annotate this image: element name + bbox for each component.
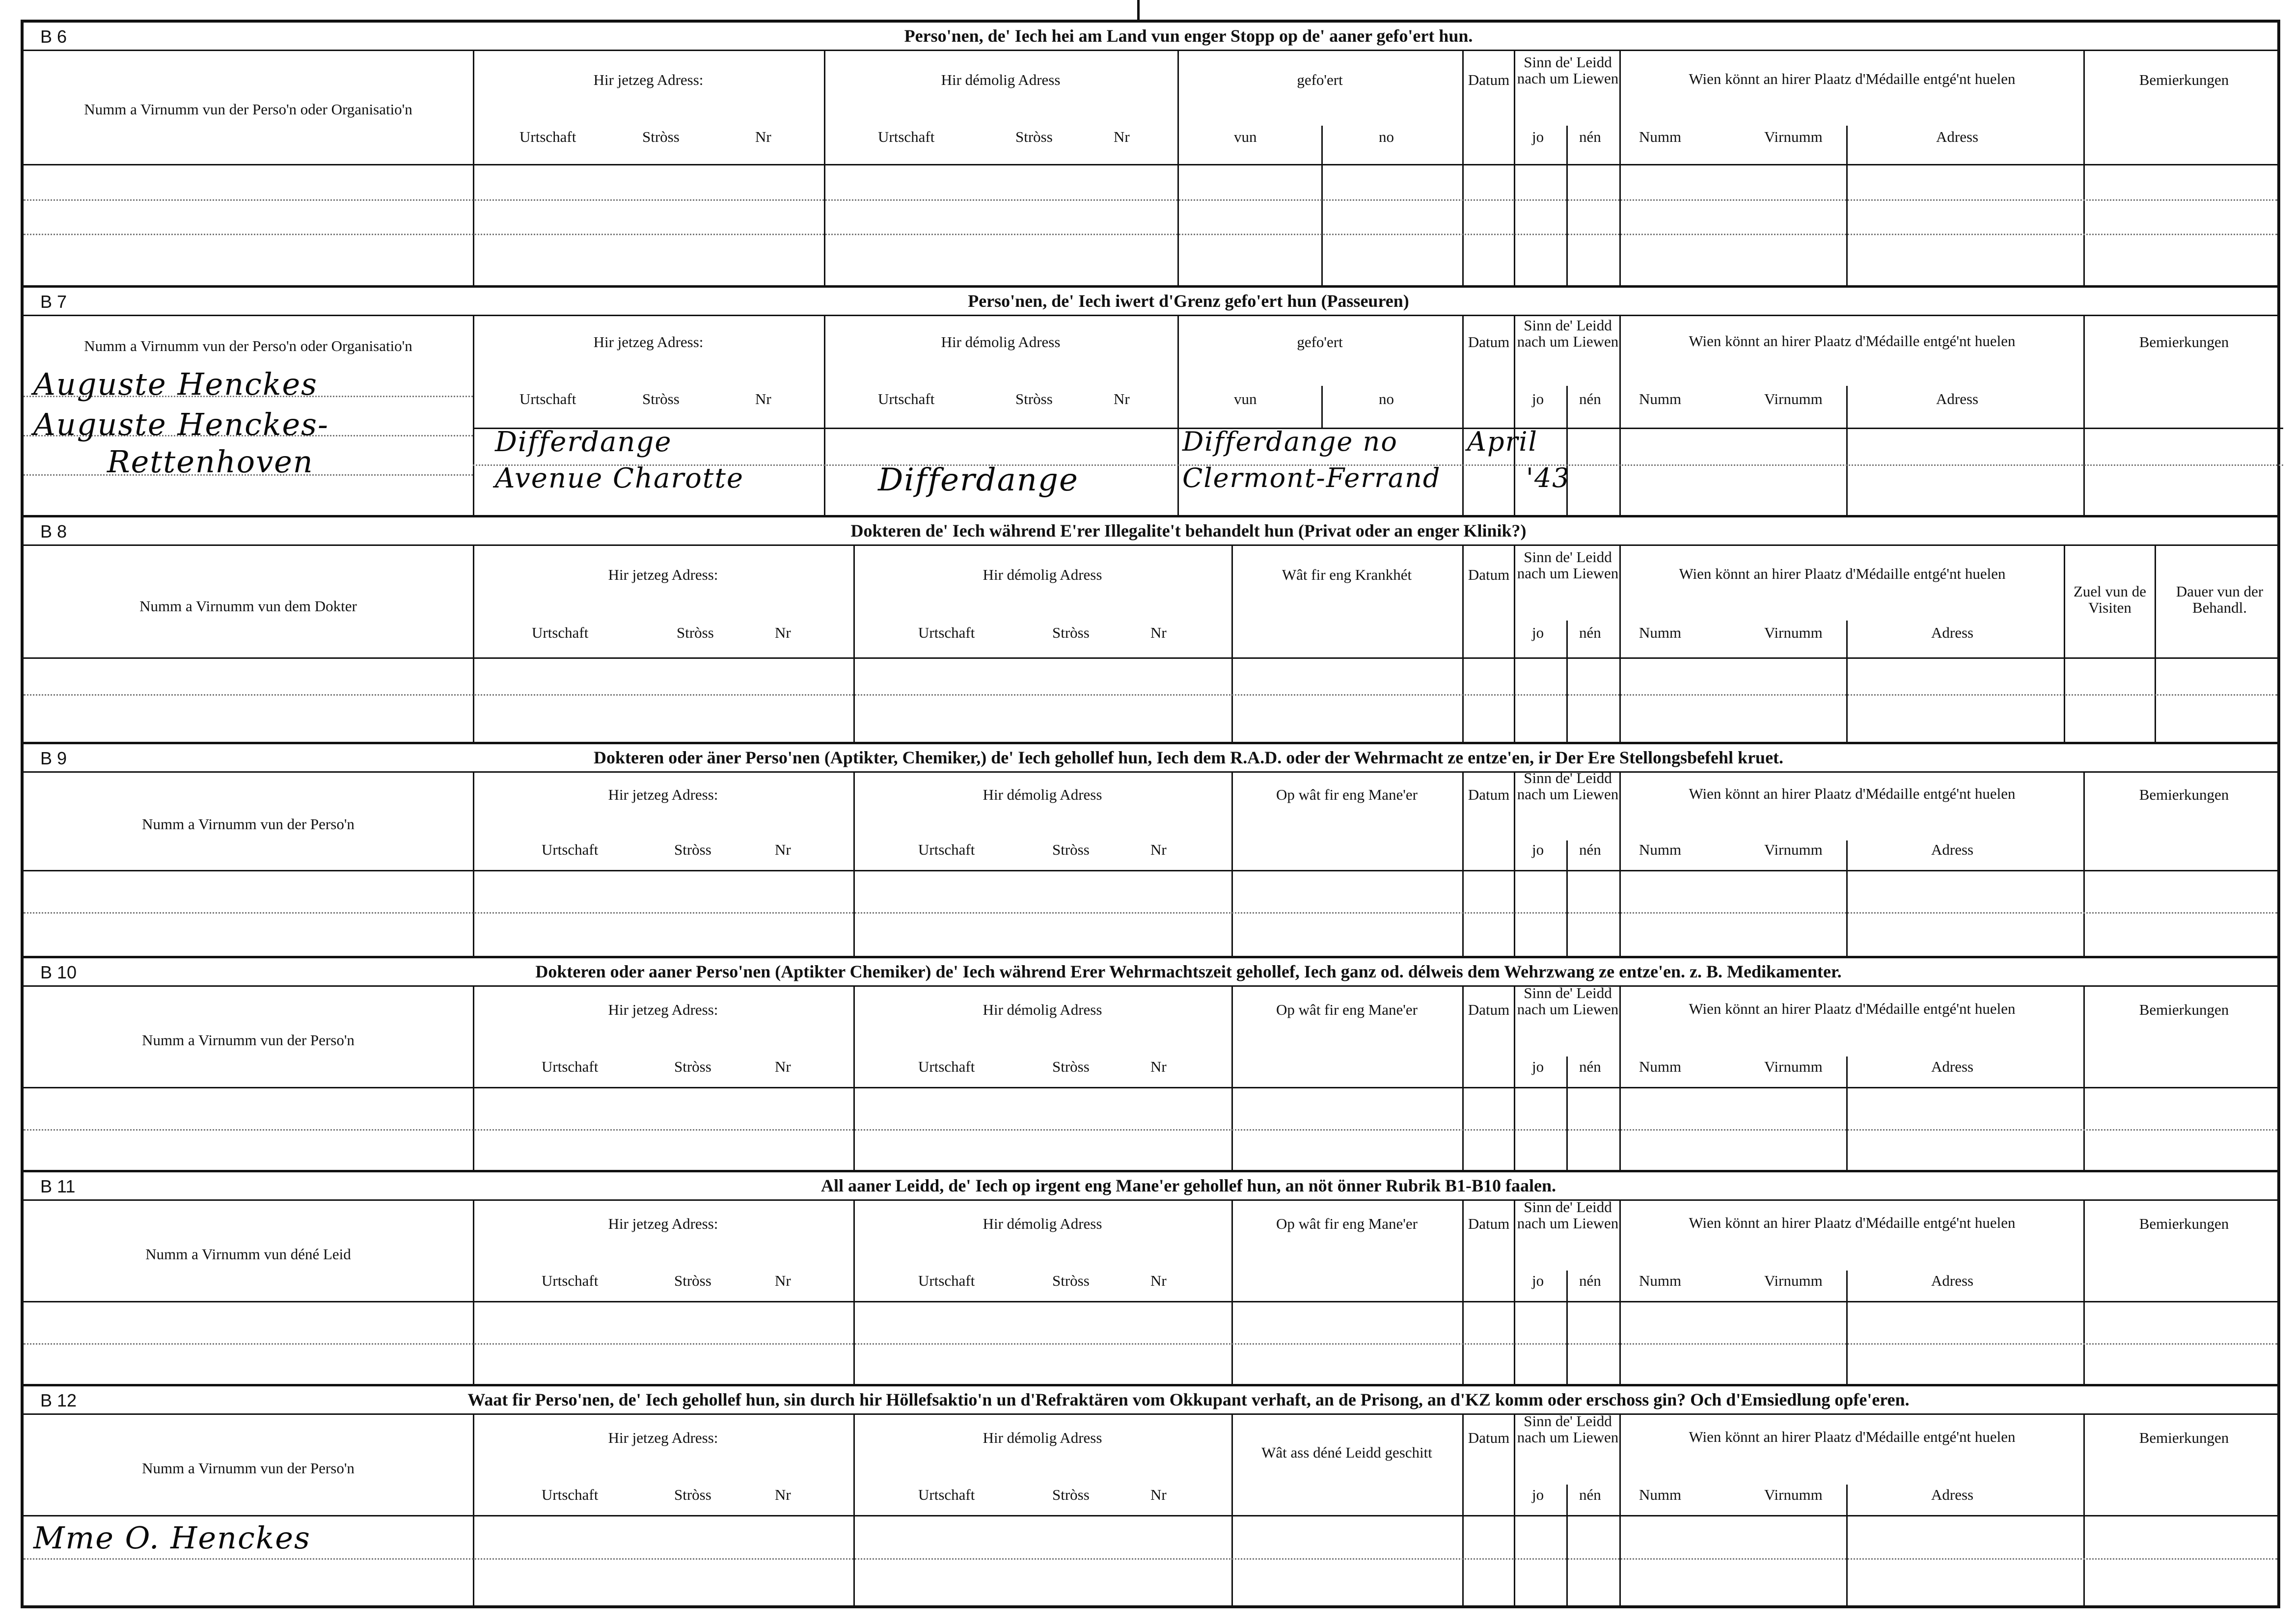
header-remarks: Bemierkungen: [2139, 1429, 2229, 1446]
sub-yes: jo: [1532, 1486, 1544, 1503]
header-remarks: Bemierkungen: [2139, 786, 2229, 803]
sub-surname: Numm: [1639, 624, 1682, 641]
section-title-row: [24, 1172, 2277, 1201]
col-divider: [2155, 546, 2156, 742]
header-medal: Wien könnt an hirer Plaatz d'Médaille entgé'nt huelen: [1679, 565, 2006, 582]
sub-address: Adress: [1931, 841, 1974, 858]
sub-from: vun: [1234, 390, 1257, 407]
header-bottom-border: [24, 1301, 2277, 1302]
subcol-divider: [1566, 1271, 1568, 1384]
header-date: Datum: [1468, 786, 1510, 803]
sub-locality: Urtschaft: [918, 624, 975, 641]
header-former-address: Hir démolig Adress: [941, 71, 1061, 88]
header-bottom-border: [24, 657, 2277, 659]
sub-locality: Urtschaft: [519, 390, 576, 407]
entry-line: [24, 1343, 2277, 1345]
hw-name-line1: Auguste Henckes: [33, 366, 318, 402]
sub-address: Adress: [1931, 624, 1974, 641]
sub-nr: Nr: [1150, 1272, 1167, 1289]
header-medal: Wien könnt an hirer Plaatz d'Médaille entgé'nt huelen: [1689, 785, 2016, 802]
header-former-address: Hir démolig Adress: [983, 1215, 1102, 1232]
sub-locality: Urtschaft: [542, 1486, 599, 1503]
sub-nr: Nr: [775, 1272, 791, 1289]
header-name: Numm a Virnumm vun déné Leid: [145, 1245, 351, 1263]
section-title: Perso'nen, de' Iech hei am Land vun enger Stopp op de' aaner gefo'ert hun.: [904, 26, 1473, 46]
header-former-address: Hir démolig Adress: [941, 333, 1061, 351]
form-sheet: [21, 20, 2280, 1608]
subcol-divider: [1566, 1485, 1568, 1605]
header-duration: Dauer vun der Behandl.: [2176, 583, 2264, 617]
header-bottom-border: [24, 870, 2277, 871]
header-what-happened: Wât ass déné Leidd geschitt: [1261, 1444, 1432, 1461]
sub-surname: Numm: [1639, 128, 1682, 145]
header-former-address: Hir démolig Adress: [983, 1429, 1102, 1446]
section-b11: [24, 1172, 2277, 1386]
hw-former-address: Differdange: [878, 462, 1079, 498]
header-bottom-border: [24, 164, 2277, 165]
sub-firstname: Virnumm: [1764, 841, 1823, 858]
sub-street: Stròss: [674, 841, 711, 858]
sub-street: Stròss: [674, 1272, 711, 1289]
sub-nr: Nr: [1150, 1058, 1167, 1075]
col-divider: [1514, 546, 1515, 742]
header-alive: Sinn de' Leidd nach um Liewen: [1517, 1198, 1619, 1232]
sub-street: Stròss: [642, 128, 680, 145]
section-title: Waat fir Perso'nen, de' Iech gehollef hun, sin durch hir Höllefsaktio'n un d'Refraktären vom Okkupant verhaft, an de Prisong, an d'KZ komm oder erschoss gin? Och d'Emsiedlung opfe'eren.: [467, 1390, 1910, 1409]
sub-street: Stròss: [1052, 1272, 1090, 1289]
sub-locality: Urtschaft: [532, 624, 589, 641]
col-divider: [1231, 1415, 1233, 1605]
section-id: B 12: [40, 1390, 77, 1410]
subcol-divider: [1846, 386, 1848, 515]
sub-nr: Nr: [755, 128, 771, 145]
sub-address: Adress: [1931, 1272, 1974, 1289]
sub-yes: jo: [1532, 1272, 1544, 1289]
sub-firstname: Virnumm: [1764, 1486, 1823, 1503]
sub-firstname: Virnumm: [1764, 128, 1823, 145]
sub-nr: Nr: [1114, 390, 1130, 407]
subcol-divider: [1846, 1485, 1848, 1605]
col-divider: [1514, 1415, 1515, 1605]
header-alive: Sinn de' Leidd nach um Liewen: [1517, 984, 1619, 1018]
subcol-divider: [1846, 1271, 1848, 1384]
subcol-divider: [1846, 126, 1848, 285]
col-divider: [1514, 1201, 1515, 1384]
sub-surname: Numm: [1639, 1058, 1682, 1075]
sub-nr: Nr: [1150, 624, 1167, 641]
sub-street: Stròss: [677, 624, 714, 641]
subcol-divider: [1566, 621, 1568, 742]
subcol-divider: [1566, 1056, 1568, 1170]
hw-name-line2: Auguste Henckes-: [33, 406, 329, 442]
header-date: Datum: [1468, 71, 1510, 88]
section-title-row: [24, 744, 2277, 773]
header-medal: Wien könnt an hirer Plaatz d'Médaille entgé'nt huelen: [1689, 70, 2016, 87]
sub-yes: jo: [1532, 624, 1544, 641]
hw-date-line2: '43: [1526, 462, 1570, 493]
section-title-row: [24, 23, 2277, 51]
sub-address: Adress: [1936, 390, 1979, 407]
entry-line: [24, 694, 2277, 696]
header-medal: Wien könnt an hirer Plaatz d'Médaille entgé'nt huelen: [1689, 1000, 2016, 1017]
header-medal: Wien könnt an hirer Plaatz d'Médaille entgé'nt huelen: [1689, 1214, 2016, 1231]
hw-name-line3: Rettenhoven: [107, 444, 314, 480]
sub-street: Stròss: [674, 1486, 711, 1503]
section-title-row: [24, 288, 2277, 316]
section-title: Dokteren oder aaner Perso'nen (Aptikter Chemiker) de' Iech während Erer Wehrmachtszeit gehollef, Iech ganz od. délweis dem Wehrzwang ze entze'en. z. B. Medikamenter.: [535, 962, 1842, 981]
sub-no: nén: [1579, 1058, 1601, 1075]
header-alive: Sinn de' Leidd nach um Liewen: [1517, 548, 1619, 582]
header-transported: gefo'ert: [1297, 333, 1343, 351]
section-b12: [24, 1386, 2277, 1605]
sub-yes: jo: [1532, 841, 1544, 858]
header-alive: Sinn de' Leidd nach um Liewen: [1517, 54, 1619, 87]
section-id: B 8: [40, 521, 67, 541]
header-transported: gefo'ert: [1297, 71, 1343, 88]
section-title: All aaner Leidd, de' Iech op irgent eng Mane'er gehollef hun, an nöt önner Rubrik B1-B10 faalen.: [820, 1176, 1557, 1195]
sub-street: Stròss: [1052, 841, 1090, 858]
header-remarks: Bemierkungen: [2139, 333, 2229, 351]
hw-name-line1: Mme O. Henckes: [33, 1520, 311, 1556]
col-divider: [1514, 987, 1515, 1170]
subcol-divider: [1566, 386, 1568, 515]
sub-nr: Nr: [1150, 1486, 1167, 1503]
section-b9: [24, 744, 2277, 958]
subcol-divider: [1846, 1056, 1848, 1170]
entry-line: [24, 1129, 2277, 1131]
section-b8: [24, 517, 2277, 744]
col-divider: [1514, 316, 1515, 515]
hw-current-address-line2: Avenue Charotte: [495, 462, 744, 494]
header-date: Datum: [1468, 1001, 1510, 1018]
header-date: Datum: [1468, 1429, 1510, 1446]
entry-line: [24, 199, 2277, 201]
section-b7: [24, 288, 2277, 517]
section-b10: [24, 958, 2277, 1172]
header-current-address: Hir jetzeg Adress:: [608, 1215, 718, 1232]
sub-address: Adress: [1931, 1058, 1974, 1075]
header-manner: Op wât fir eng Mane'er: [1276, 1001, 1418, 1018]
sub-no: nén: [1579, 390, 1601, 407]
sub-no: nén: [1579, 1272, 1601, 1289]
header-date: Datum: [1468, 566, 1510, 583]
sub-locality: Urtschaft: [542, 841, 599, 858]
header-bottom-border: [24, 1087, 2277, 1088]
sub-street: Stròss: [1015, 128, 1053, 145]
sub-firstname: Virnumm: [1764, 390, 1823, 407]
header-manner: Op wât fir eng Mane'er: [1276, 786, 1418, 803]
sub-locality: Urtschaft: [918, 1058, 975, 1075]
section-title-row: [24, 1386, 2277, 1415]
sub-to: no: [1379, 128, 1394, 145]
sub-firstname: Virnumm: [1764, 1058, 1823, 1075]
sub-street: Stròss: [1052, 624, 1090, 641]
header-current-address: Hir jetzeg Adress:: [608, 1001, 718, 1018]
sub-nr: Nr: [1114, 128, 1130, 145]
header-visits: Zuel vun de Visiten: [2073, 583, 2147, 617]
hw-transported-line1: Differdange no: [1182, 426, 1398, 457]
sub-address: Adress: [1931, 1486, 1974, 1503]
header-illness: Wât fir eng Krankhét: [1282, 566, 1412, 583]
sub-yes: jo: [1532, 390, 1544, 407]
subcol-divider: [1846, 840, 1848, 956]
header-name: Numm a Virnumm vun der Perso'n: [142, 1460, 355, 1477]
sub-from: vun: [1234, 128, 1257, 145]
sub-street: Stròss: [1015, 390, 1053, 407]
sub-no: nén: [1579, 624, 1601, 641]
sub-locality: Urtschaft: [918, 1486, 975, 1503]
sub-locality: Urtschaft: [519, 128, 576, 145]
sub-street: Stròss: [1052, 1486, 1090, 1503]
header-alive: Sinn de' Leidd nach um Liewen: [1517, 317, 1619, 351]
subcol-divider: [1321, 126, 1323, 285]
header-current-address: Hir jetzeg Adress:: [593, 71, 704, 88]
header-medal: Wien könnt an hirer Plaatz d'Médaille entgé'nt huelen: [1689, 332, 2016, 350]
sub-street: Stròss: [1052, 1058, 1090, 1075]
section-title-row: [24, 517, 2277, 546]
section-b6: [24, 23, 2277, 288]
header-name: Numm a Virnumm vun der Perso'n: [142, 1031, 355, 1049]
subcol-divider: [1846, 621, 1848, 742]
hw-transported-line2: Clermont-Ferrand: [1182, 462, 1441, 493]
header-name: Numm a Virnumm vun der Perso'n oder Organisatio'n: [84, 337, 412, 354]
subcol-divider: [1566, 840, 1568, 956]
section-id: B 7: [40, 292, 67, 312]
sub-street: Stròss: [674, 1058, 711, 1075]
header-date: Datum: [1468, 333, 1510, 351]
section-title: Perso'nen, de' Iech iwert d'Grenz gefo'ert hun (Passeuren): [968, 291, 1409, 311]
header-medal: Wien könnt an hirer Plaatz d'Médaille entgé'nt huelen: [1689, 1428, 2016, 1445]
header-alive: Sinn de' Leidd nach um Liewen: [1517, 769, 1619, 803]
header-current-address: Hir jetzeg Adress:: [593, 333, 704, 351]
sub-street: Stròss: [642, 390, 680, 407]
col-divider: [2064, 546, 2065, 742]
subcol-divider: [1321, 386, 1323, 428]
sub-nr: Nr: [775, 841, 791, 858]
entry-line: [24, 1558, 2277, 1560]
sub-nr: Nr: [755, 390, 771, 407]
sub-no: nén: [1579, 841, 1601, 858]
sub-no: nén: [1579, 1486, 1601, 1503]
sub-locality: Urtschaft: [878, 390, 935, 407]
subcol-divider: [1566, 126, 1568, 285]
header-remarks: Bemierkungen: [2139, 1215, 2229, 1232]
header-current-address: Hir jetzeg Adress:: [608, 566, 718, 583]
header-remarks: Bemierkungen: [2139, 71, 2229, 88]
sub-surname: Numm: [1639, 1272, 1682, 1289]
entry-line: [24, 234, 2277, 235]
header-remarks: Bemierkungen: [2139, 1001, 2229, 1018]
sub-firstname: Virnumm: [1764, 1272, 1823, 1289]
sub-yes: jo: [1532, 128, 1544, 145]
hw-date-line1: April: [1467, 426, 1538, 457]
section-title: Dokteren de' Iech während E'rer Illegalite't behandelt hun (Privat oder an enger Klinik?): [850, 521, 1527, 541]
section-id: B 9: [40, 748, 67, 768]
sub-locality: Urtschaft: [918, 1272, 975, 1289]
header-name: Numm a Virnumm vun der Perso'n: [142, 815, 355, 833]
sub-to: no: [1379, 390, 1394, 407]
sub-address: Adress: [1936, 128, 1979, 145]
header-current-address: Hir jetzeg Adress:: [608, 786, 718, 803]
header-bottom-border: [24, 1515, 2277, 1516]
header-name: Numm a Virnumm vun der Perso'n oder Organisatio'n: [84, 101, 412, 118]
sub-yes: jo: [1532, 1058, 1544, 1075]
section-title-row: [24, 958, 2277, 987]
header-former-address: Hir démolig Adress: [983, 786, 1102, 803]
header-former-address: Hir démolig Adress: [983, 566, 1102, 583]
col-divider: [1514, 773, 1515, 956]
sub-locality: Urtschaft: [542, 1272, 599, 1289]
col-divider: [1514, 51, 1515, 285]
section-title: Dokteren oder äner Perso'nen (Aptikter, Chemiker,) de' Iech gehollef hun, Iech dem R.A.D. oder der Wehrmacht ze entze'en, ir Der Ere Stellongsbefehl kruet.: [593, 748, 1784, 767]
section-id: B 11: [40, 1176, 76, 1196]
hw-current-address-line1: Differdange: [495, 426, 672, 458]
sub-no: nén: [1579, 128, 1601, 145]
header-former-address: Hir démolig Adress: [983, 1001, 1102, 1018]
header-current-address: Hir jetzeg Adress:: [608, 1429, 718, 1446]
sub-surname: Numm: [1639, 1486, 1682, 1503]
header-manner: Op wât fir eng Mane'er: [1276, 1215, 1418, 1232]
sub-surname: Numm: [1639, 390, 1682, 407]
section-id: B 10: [40, 962, 77, 982]
header-alive: Sinn de' Leidd nach um Liewen: [1517, 1412, 1619, 1446]
sub-nr: Nr: [775, 1486, 791, 1503]
sub-locality: Urtschaft: [918, 841, 975, 858]
sub-locality: Urtschaft: [542, 1058, 599, 1075]
header-name: Numm a Virnumm vun dem Dokter: [139, 597, 357, 615]
sub-nr: Nr: [775, 624, 791, 641]
sub-nr: Nr: [775, 1058, 791, 1075]
entry-line: [24, 912, 2277, 914]
section-id: B 6: [40, 27, 67, 47]
sub-firstname: Virnumm: [1764, 624, 1823, 641]
sub-locality: Urtschaft: [878, 128, 935, 145]
header-date: Datum: [1468, 1215, 1510, 1232]
sub-surname: Numm: [1639, 841, 1682, 858]
sub-nr: Nr: [1150, 841, 1167, 858]
